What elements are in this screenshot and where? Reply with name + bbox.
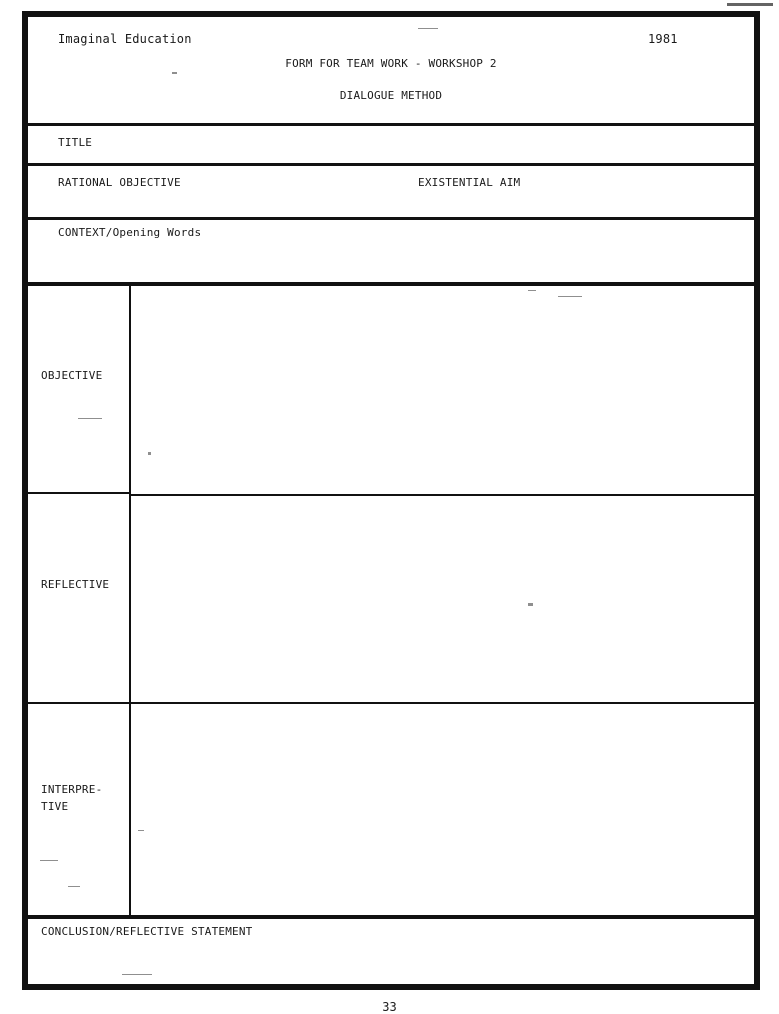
scan-speck [418,28,438,29]
scan-artifact [727,3,773,6]
divider-reflective-left [28,702,130,704]
existential-aim-label: EXISTENTIAL AIM [418,176,521,189]
context-field [28,220,754,282]
scan-speck [68,886,80,887]
interpretive-level-label: INTERPRE- TIVE [41,783,103,813]
objective-level [28,286,754,492]
scan-speck [528,290,536,291]
form-method: DIALOGUE METHOD [339,89,443,102]
form-year: 1981 [648,32,678,46]
objective-aim-field [28,166,754,217]
divider-reflective-right [130,702,754,704]
scan-speck [122,974,152,975]
context-label: CONTEXT/Opening Words [58,226,202,239]
scan-speck [172,72,177,74]
rational-objective-label: RATIONAL OBJECTIVE [58,176,181,189]
dialogue-method-form [22,11,760,990]
form-title: FORM FOR TEAM WORK - WORKSHOP 2 [285,57,497,70]
scan-speck [558,296,582,297]
scan-speck [148,452,151,455]
interpretive-level [28,705,754,915]
scan-speck [138,830,144,831]
reflective-level [28,495,754,701]
organization-name: Imaginal Education [58,32,192,46]
title-field [28,126,754,163]
objective-level-label: OBJECTIVE [41,369,103,382]
scan-speck [78,418,102,419]
form-header [28,17,754,123]
title-label: TITLE [58,136,93,149]
reflective-level-label: REFLECTIVE [41,578,110,591]
page-number: 33 [382,1000,397,1014]
scan-speck [40,860,58,861]
scan-speck [528,603,533,606]
conclusion-label: CONCLUSION/REFLECTIVE STATEMENT [41,925,253,938]
divider-objective-left [28,492,130,494]
